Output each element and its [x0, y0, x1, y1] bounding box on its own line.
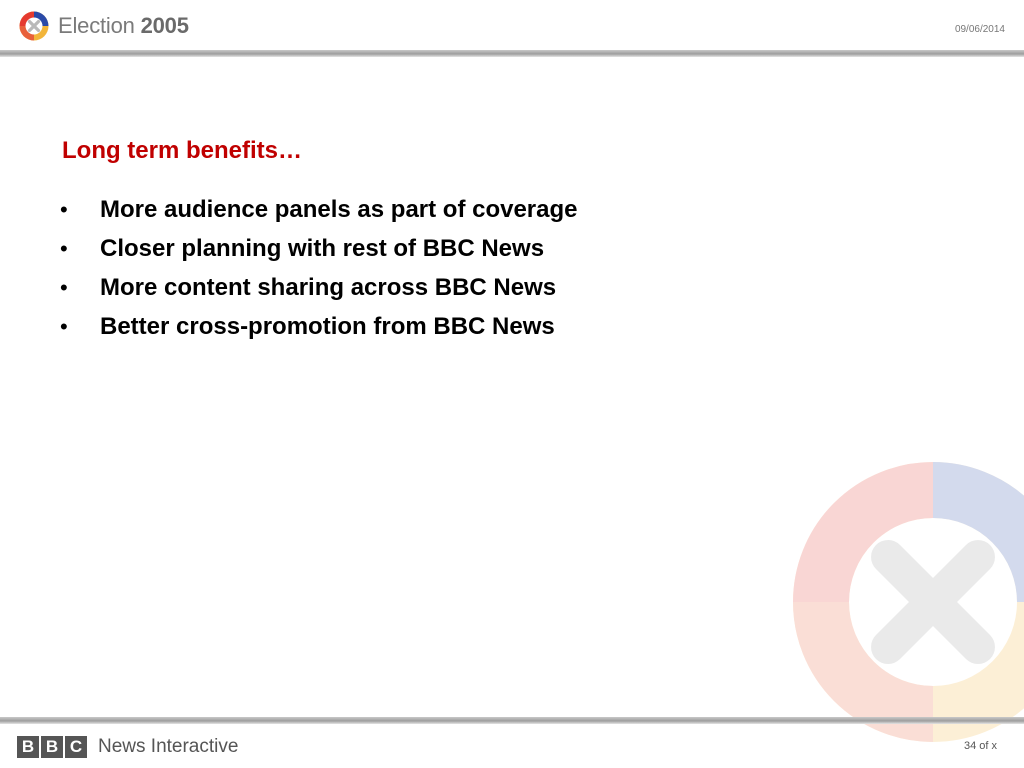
page-number: 34 of x [963, 740, 997, 752]
footer-divider [0, 717, 1024, 724]
footer-tagline: News Interactive [98, 736, 239, 757]
bbc-logo-block: B [17, 736, 39, 758]
brand-name: Election [58, 13, 135, 38]
bullet-item [62, 234, 578, 273]
election-watermark-icon [783, 452, 1024, 752]
bullet-marker: • [60, 275, 68, 300]
bbc-logo-block: B [41, 736, 63, 758]
slide-date: 09/06/2014 [954, 24, 1005, 35]
bullet-item [62, 312, 578, 351]
bullet-text: Better cross-promotion from BBC News [100, 313, 555, 340]
header-divider [0, 50, 1024, 57]
brand-year: 2005 [140, 13, 189, 38]
slide-header [0, 0, 1024, 50]
election-logo-icon [18, 10, 50, 42]
slide-title: Long term benefits… [62, 137, 303, 164]
bullet-item [62, 195, 578, 234]
bbc-logo [17, 736, 87, 758]
bullet-list [62, 195, 578, 351]
bullet-item [62, 273, 578, 312]
brand-title [58, 13, 189, 39]
bullet-marker: • [60, 197, 68, 222]
bbc-logo-block: C [65, 736, 87, 758]
bullet-text: Closer planning with rest of BBC News [100, 235, 545, 262]
bullet-marker: • [60, 236, 68, 261]
bullet-marker: • [60, 314, 68, 339]
bullet-text: More content sharing across BBC News [100, 274, 557, 301]
bullet-text: More audience panels as part of coverage [100, 196, 578, 223]
